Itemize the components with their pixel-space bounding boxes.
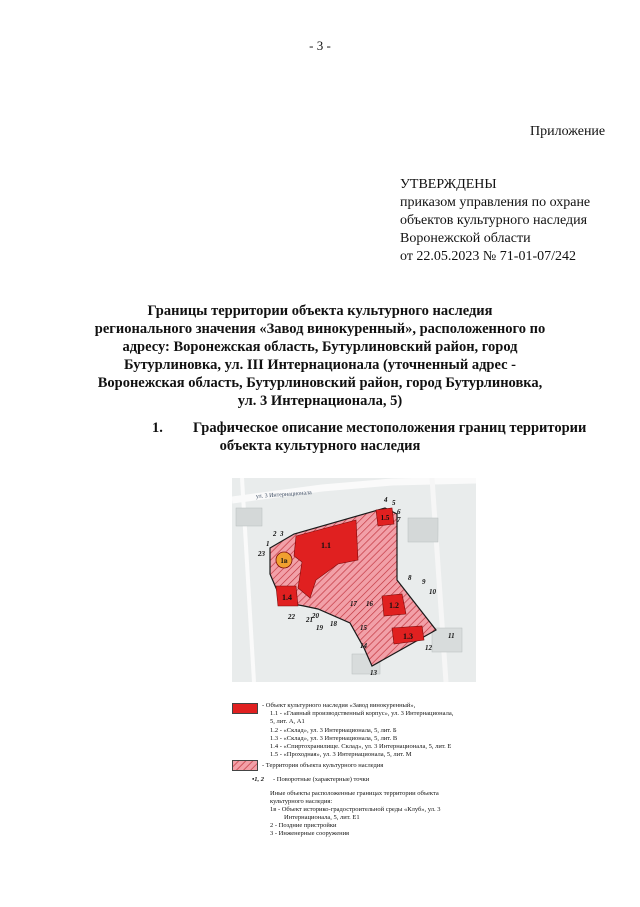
boundary-point-label: 4 [384,496,388,504]
legend-object-line: 5, лит. А, А1 [270,718,305,725]
legend-object-line: - Объект культурного наследия «Завод винокуренный», [262,702,416,709]
approval-line: приказом управления по охране [400,195,591,210]
legend-object-swatch [232,703,258,714]
legend-other-line: культурного наследия: [270,798,333,805]
boundary-point-label: 5 [392,499,396,507]
legend-other-line: 3 - Инженерные сооружения [270,830,350,837]
map-object-label: 1.2 [389,601,399,610]
legend-points-label: - Поворотные (характерные) точки [273,776,370,783]
boundary-point-label: 19 [316,624,323,632]
boundary-point-label: 3 [280,530,284,538]
page-number: - 3 - [309,38,331,53]
document-title-line: ул. 3 Интернационала, 5) [237,393,403,409]
legend-other-line: 2 - Поздние пристройки [270,822,337,829]
legend-other-line: Иные объекты расположенные границах территории объекта [270,790,439,797]
map-object-label: 1.5 [380,514,390,522]
map-object-label: 1в [280,557,288,565]
boundary-point-label: 11 [448,632,455,640]
boundary-point-label: 17 [350,600,357,608]
boundary-point-label: 8 [408,574,412,582]
approval-date: от 22.05.2023 № 71-01-07/242 [400,249,577,264]
legend-object-line: 1.5 - «Проходная», ул. 3 Интернационала, 5, лит. М [270,751,412,758]
approval-heading: УТВЕРЖДЕНЫ [400,177,497,192]
boundary-point-label: 18 [330,620,337,628]
boundary-point-label: 1 [266,540,270,548]
boundary-point-label: 2 [273,530,277,538]
boundary-point-label: 22 [288,613,295,621]
boundary-point-label: 13 [370,669,377,677]
document-title-line: Границы территории объекта культурного наследия [147,303,493,319]
legend-object-line: 1.2 - «Склад», ул. 3 Интернационала, 5, лит. Б [270,727,397,734]
map-object-label: 1.3 [403,632,413,641]
boundary-point-label: 7 [397,516,401,524]
boundary-point-label: 15 [360,624,367,632]
document-title-line: адресу: Воронежская область, Бутурлиновский район, город [122,339,518,355]
legend-territory-swatch [232,760,258,771]
boundary-point-label: 9 [422,578,426,586]
boundary-point-label: 20 [312,612,319,620]
boundary-point-label: 10 [429,588,436,596]
boundary-point-label: 6 [397,508,401,516]
street-label: ул. 3 Интернационала [255,490,312,500]
legend-object-line: 1.4 - «Спиртохранилище. Склад», ул. 3 Интернационала, 5, лит. Е [270,743,452,750]
boundary-point-label: 21 [306,616,313,624]
document-title-line: регионального значения «Завод винокуренный», расположенного по [94,321,546,337]
document-title-line: Воронежская область, Бутурлиновский район, город Бутурлиновка, [97,375,543,391]
approval-line: объектов культурного наследия [400,213,588,228]
legend-points-symbol: •1, 2 [252,776,265,783]
legend-object-line: 1.3 - «Склад», ул. 3 Интернационала, 5, лит. В [270,735,398,742]
legend-territory-label: - Территория объекта культурного наследия [262,762,384,769]
map-object-label: 1.4 [282,593,292,602]
document-title-line: Бутурлиновка, ул. III Интернационала (уточненный адрес - [124,357,516,373]
boundary-point-label: 12 [425,644,432,652]
appendix-label: Приложение [530,124,606,139]
boundary-point-label: 14 [360,642,367,650]
legend-other-line: 1в - Объект историко-градостроительной среды «Клуб», ул. 3 [270,806,441,813]
legend-other-line: Интернационала, 5, лит. Е1 [284,814,360,821]
approval-line: Воронежской области [400,231,531,246]
section-title: Графическое описание местоположения границ территории [193,420,587,436]
section-number: 1. [152,420,163,436]
boundary-point-label: 16 [366,600,373,608]
legend-object-line: 1.1 - «Главный производственный корпус», ул. 3 Интернационала, [270,710,454,717]
boundary-point-label: 23 [258,550,265,558]
boundary-map [232,478,476,682]
map-object-label: 1.1 [321,541,331,550]
section-title: объекта культурного наследия [219,438,421,454]
